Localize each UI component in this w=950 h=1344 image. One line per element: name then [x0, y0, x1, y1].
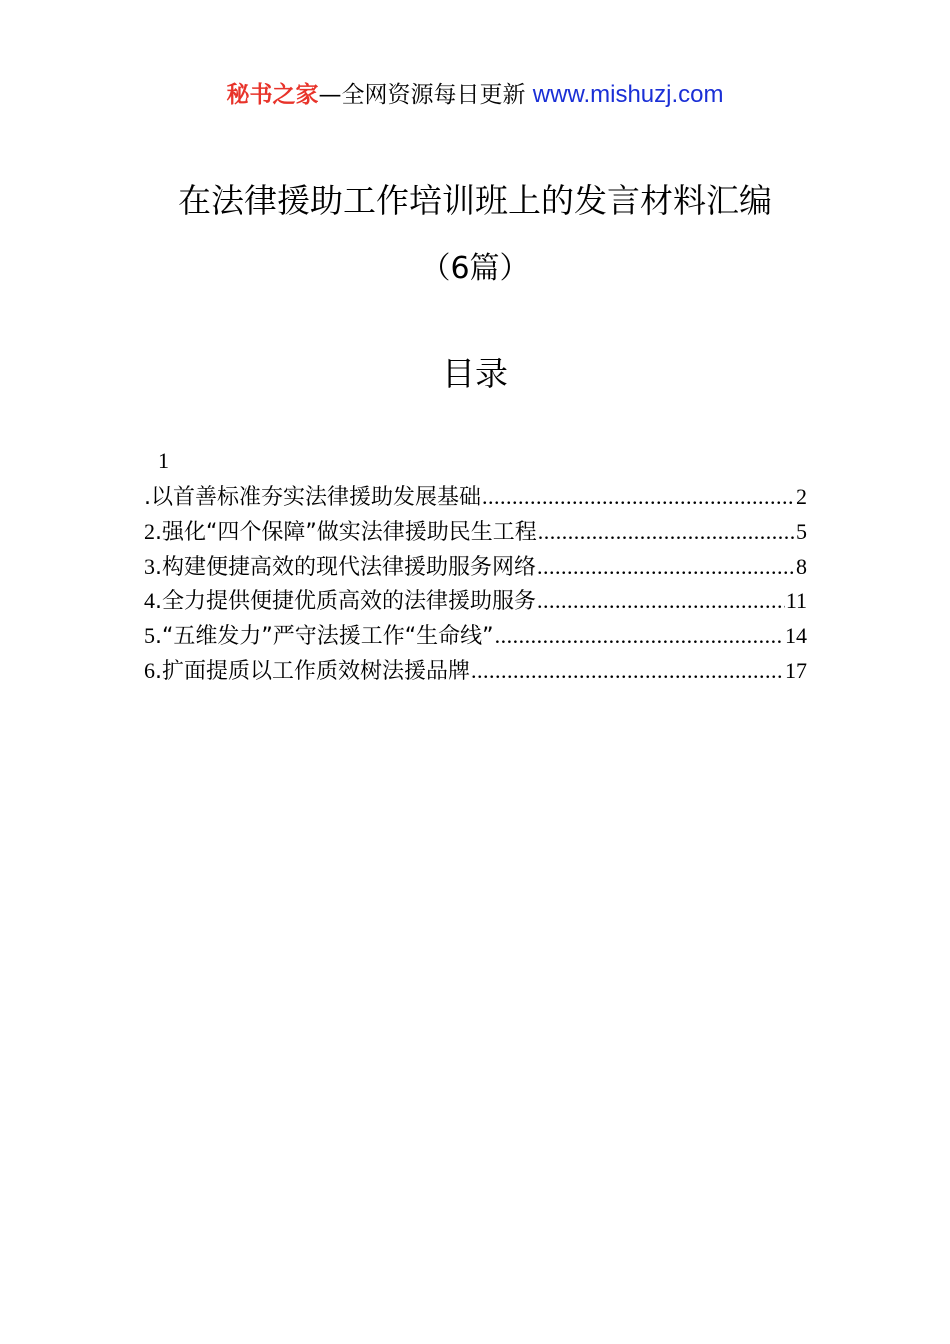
- toc-leader-dots: [537, 584, 785, 619]
- toc-first-number: 1: [158, 448, 169, 473]
- toc-leader-dots: [537, 550, 795, 585]
- toc-entry-title: [144, 654, 470, 690]
- toc-entry[interactable]: [144, 550, 807, 585]
- toc-entry-number: 3: [144, 553, 155, 579]
- toc-entry-title: [144, 515, 537, 551]
- table-of-contents: [144, 480, 807, 689]
- toc-entry-page: 8: [796, 553, 807, 579]
- toc-entry[interactable]: [144, 619, 807, 654]
- toc-leader-dots: [482, 480, 795, 515]
- toc-entry[interactable]: [144, 584, 807, 619]
- toc-leader-dots: [495, 619, 784, 654]
- brand-name: 秘书之家: [226, 82, 319, 108]
- toc-entry-text: .强化“四个保障”做实法律援助民生工程: [155, 519, 537, 545]
- toc-entry-number: 6: [144, 657, 155, 683]
- toc-entry[interactable]: [144, 654, 807, 689]
- toc-entry-page: 14: [785, 623, 807, 649]
- toc-entry[interactable]: [144, 480, 807, 515]
- header-url-link[interactable]: www.mishuzj.com: [532, 81, 724, 108]
- toc-entry-number: 2: [144, 518, 155, 544]
- toc-entry-number: 5: [144, 623, 155, 649]
- toc-leader-dots: [471, 654, 784, 689]
- site-header: [0, 78, 950, 112]
- toc-heading: 目录: [442, 354, 508, 393]
- toc-leader-dots: [538, 515, 795, 550]
- toc-entry-title: [144, 619, 494, 655]
- toc-entry-title: [144, 480, 481, 516]
- toc-entry[interactable]: [144, 515, 807, 550]
- toc-entry-title: [144, 584, 536, 620]
- toc-entry-page: 2: [796, 484, 807, 509]
- toc-entry-page: 5: [796, 518, 807, 544]
- toc-entry-text: .扩面提质以工作质效树法援品牌: [155, 658, 470, 684]
- document-subtitle: （6篇）: [420, 251, 530, 286]
- toc-entry-page: 11: [785, 588, 807, 614]
- toc-entry-text: .“五维发力”严守法援工作“生命线”: [155, 624, 494, 650]
- toc-entry-title: [144, 550, 536, 586]
- toc-entry-number: 4: [144, 588, 155, 614]
- toc-entry-page: 17: [785, 657, 807, 683]
- toc-entry-text: .构建便捷高效的现代法律援助服务网络: [155, 554, 536, 580]
- document-title: 在法律援助工作培训班上的发言材料汇编: [178, 181, 772, 220]
- header-tagline: —全网资源每日更新: [318, 82, 533, 108]
- toc-entry-text: .以首善标准夯实法律援助发展基础: [144, 485, 481, 510]
- toc-entry-text: .全力提供便捷优质高效的法律援助服务: [155, 589, 536, 615]
